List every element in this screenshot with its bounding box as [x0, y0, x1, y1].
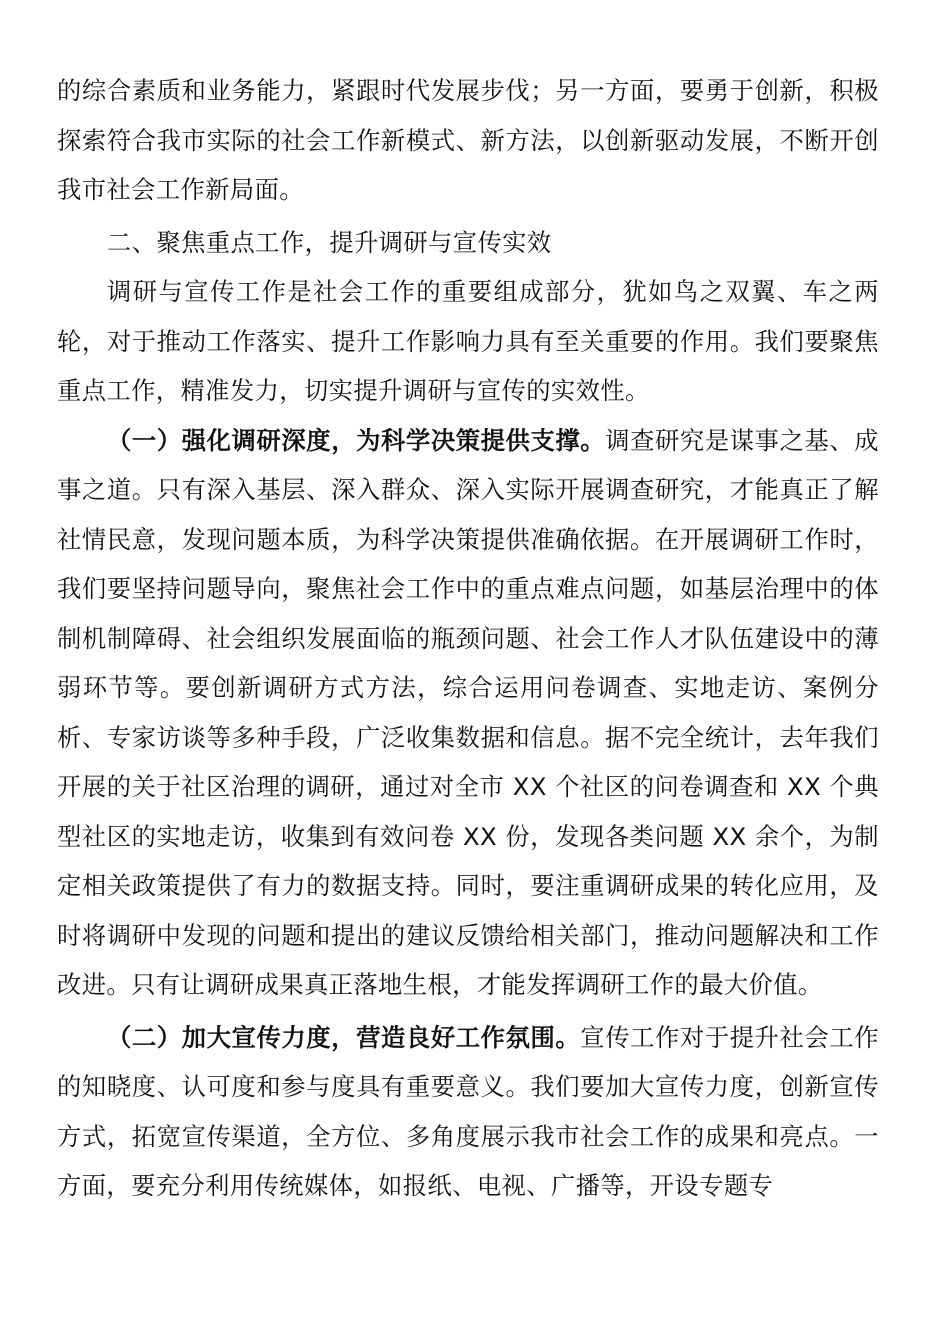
paragraph-intro-tail: 的综合素质和业务能力，紧跟时代发展步伐；另一方面，要勇于创新，积极探索符合我市实际的社会工作新模式、新方法，以创新驱动发展，不断开创我市社会工作新局面。	[57, 76, 879, 204]
subsection-one-paragraph	[57, 416, 879, 1010]
subsection-two-body: 宣传工作对于提升社会工作的知晓度、认可度和参与度具有重要意义。我们要加大宣传力度，创新宣传方式，拓宽宣传渠道，全方位、多角度展示我市社会工作的成果和亮点。一方面，要充分利用传统媒体，如报纸、电视、广播等，开设专题专	[57, 1022, 879, 1200]
document-page	[57, 66, 879, 1211]
section-two-heading: 二、聚焦重点工作，提升调研与宣传实效	[107, 227, 552, 257]
subsection-one-lead: （一）强化调研深度，为科学决策提供支撑。	[107, 425, 606, 455]
subsection-two-lead: （二）加大宣传力度，营造良好工作氛围。	[107, 1022, 581, 1052]
subsection-one-body: 调查研究是谋事之基、成事之道。只有深入基层、深入群众、深入实际开展调查研究，才能真正了解社情民意，发现问题本质，为科学决策提供准确依据。在开展调研工作时，我们要坚持问题导向，聚焦社会工作中的重点难点问题，如基层治理中的体制机制障碍、社会组织发展面临的瓶颈问题、社会工作人才队伍建设中的薄弱环节等。要创新调研方式方法，综合运用问卷调查、实地走访、案例分析、专家访谈等多种手段，广泛收集数据和信息。据不完全统计，去年我们开展的关于社区治理的调研，通过对全市 XX 个社区的问卷调查和 XX 个典型社区的实地走访，收集到有效问卷 XX 份，发现各类问题 XX 余个，为制定相关政策提供了有力的数据支持。同时，要注重调研成果的转化应用，及时将调研中发现的问题和提出的建议反馈给相关部门，推动问题解决和工作改进。只有让调研成果真正落地生根，才能发挥调研工作的最大价值。	[57, 425, 879, 999]
subsection-two-paragraph	[57, 1013, 879, 1211]
section-two-intro: 调研与宣传工作是社会工作的重要组成部分，犹如鸟之双翼、车之两轮，对于推动工作落实、提升工作影响力具有至关重要的作用。我们要聚焦重点工作，精准发力，切实提升调研与宣传的实效性。	[57, 277, 879, 405]
